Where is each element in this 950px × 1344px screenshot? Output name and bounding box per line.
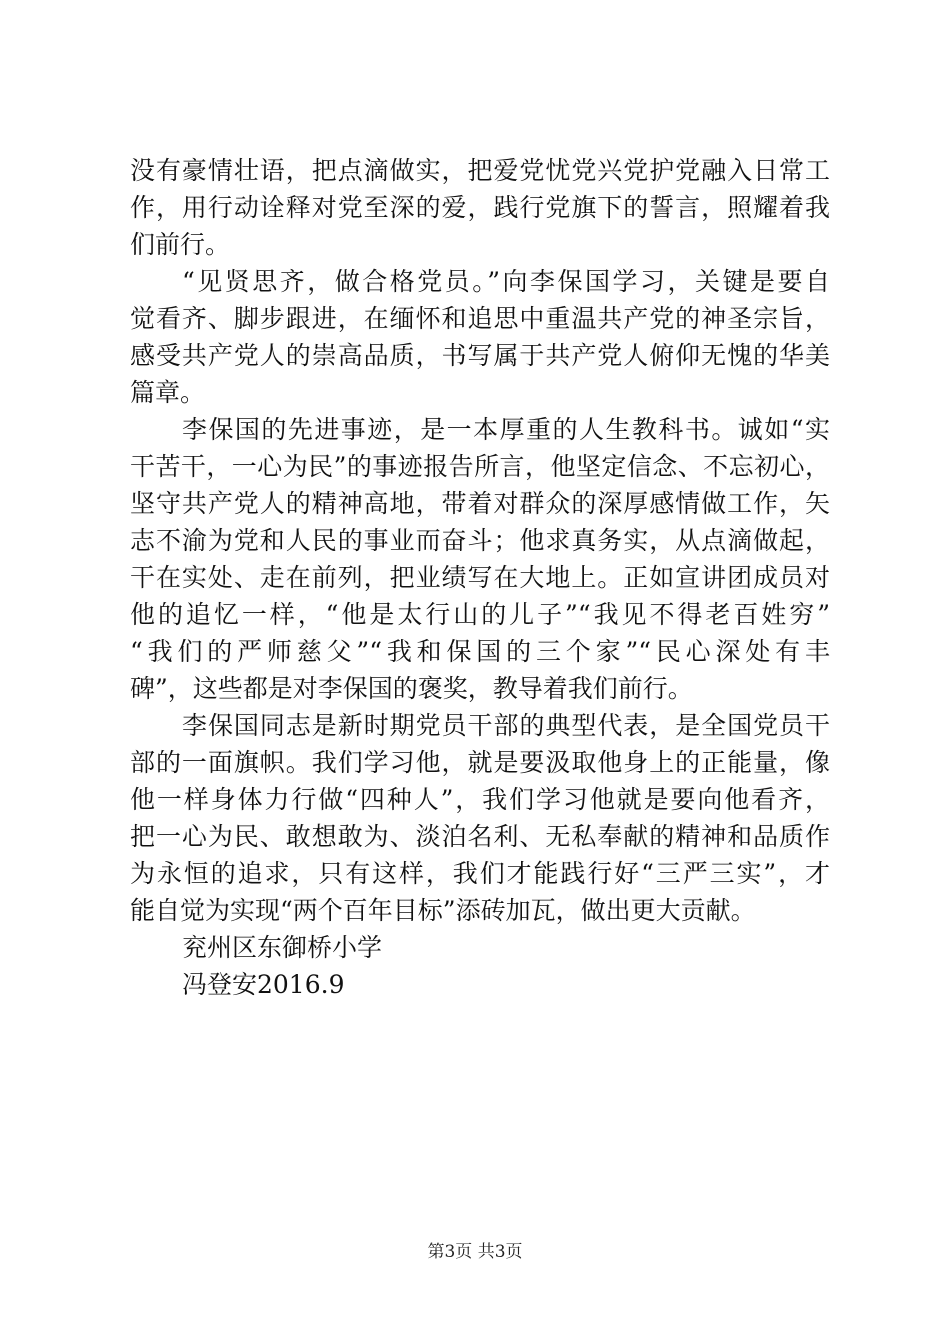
text-line: 为永恒的追求，只有这样，我们才能践行好“三严三实”，才 — [130, 859, 830, 888]
text-line: 没有豪情壮语，把点滴做实，把爱党忧党兴党护党融入日常工 — [130, 156, 830, 185]
text-line: 篇章。 — [130, 378, 206, 407]
text-line: 李保国的先进事迹，是一本厚重的人生教科书。诚如“实 — [182, 415, 830, 444]
text-line: 们前行。 — [130, 230, 231, 259]
text-line: “见贤思齐，做合格党员。”向李保国学习，关键是要自 — [182, 267, 830, 296]
text-line: 碑”，这些都是对李保国的褒奖，教导着我们前行。 — [130, 674, 693, 703]
signature-author-date: 冯登安2016.9 — [182, 970, 345, 999]
text-line: 部的一面旗帜。我们学习他，就是要汲取他身上的正能量，像 — [130, 748, 830, 777]
text-line: “我们的严师慈父”“我和保国的三个家”“民心深处有丰 — [130, 637, 830, 666]
signature-school: 兖州区东御桥小学 — [182, 933, 383, 962]
text-line: 能自觉为实现“两个百年目标”添砖加瓦，做出更大贡献。 — [130, 896, 756, 925]
document-body — [130, 152, 830, 1003]
text-line: 感受共产党人的崇高品质，书写属于共产党人俯仰无愧的华美 — [130, 341, 830, 370]
text-line: 志不渝为党和人民的事业而奋斗；他求真务实，从点滴做起， — [130, 526, 830, 555]
text-line: 把一心为民、敢想敢为、淡泊名利、无私奉献的精神和品质作 — [130, 822, 830, 851]
text-line: 作，用行动诠释对党至深的爱，践行党旗下的誓言，照耀着我 — [130, 193, 830, 222]
text-line: 李保国同志是新时期党员干部的典型代表，是全国党员干 — [182, 711, 830, 740]
text-line: 觉看齐、脚步跟进，在缅怀和追思中重温共产党的神圣宗旨， — [130, 304, 830, 333]
text-line: 他一样身体力行做“四种人”，我们学习他就是要向他看齐， — [130, 785, 830, 814]
text-line: 干在实处、走在前列，把业绩写在大地上。正如宣讲团成员对 — [130, 563, 830, 592]
text-line: 他的追忆一样，“他是太行山的儿子”“我见不得老百姓穷” — [130, 600, 830, 629]
page-number-footer: 第3页 共3页 — [427, 1242, 523, 1262]
text-line: 坚守共产党人的精神高地，带着对群众的深厚感情做工作，矢 — [130, 489, 830, 518]
text-line: 干苦干，一心为民”的事迹报告所言，他坚定信念、不忘初心， — [130, 452, 830, 481]
